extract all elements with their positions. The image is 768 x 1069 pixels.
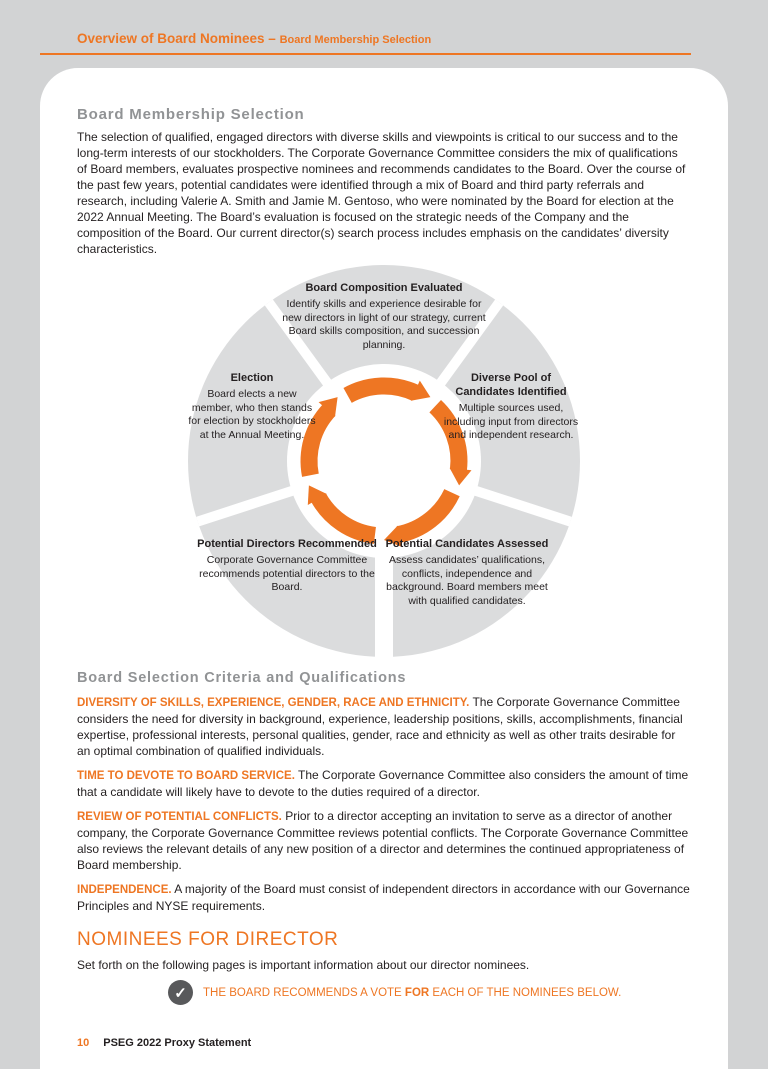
recommendation-text: THE BOARD RECOMMENDS A VOTE FOR EACH OF THE NOMINEES BELOW. bbox=[203, 986, 622, 999]
check-icon: ✓ bbox=[168, 980, 193, 1005]
page-header bbox=[40, 0, 691, 55]
segment-title: Diverse Pool of Candidates Identified bbox=[455, 372, 567, 398]
criteria-text: The Corporate Governance Committee considers the need for diversity in background, experience, leadership positions, skills, accomplishments, financial expertise, professional interests, personal qualities, gender, race and ethnicity as well as other traits desirable for an optimal combination of qualified individuals. bbox=[77, 695, 683, 758]
content-card bbox=[40, 68, 728, 1069]
page-footer bbox=[77, 1037, 691, 1049]
segment-body: Identify skills and experience desirable for new directors in light of our strategy, current Board skills composition, and succession planning. bbox=[282, 298, 486, 351]
criteria-lead: INDEPENDENCE. bbox=[77, 884, 172, 896]
segment-candidates-assessed bbox=[377, 537, 557, 608]
criteria-text: Prior to a director accepting an invitation to serve as a director of another company, the Corporate Governance Committee reviews potential conflicts. The Corporate Governance Committee also reviews the relevant details of any new position of a director and determines the continued appropriateness of Board membership. bbox=[77, 809, 689, 872]
board-recommendation bbox=[168, 980, 691, 1005]
page-number: 10 bbox=[77, 1037, 90, 1049]
criteria-text: A majority of the Board must consist of independent directors in accordance with our Governance Principles and NYSE requirements. bbox=[77, 882, 690, 913]
header-title-sub: Board Membership Selection bbox=[279, 34, 432, 46]
segment-body: Multiple sources used, including input from directors and independent research. bbox=[443, 402, 579, 441]
segment-body: Assess candidates’ qualifications, conflicts, independence and background. Board members meet with qualified candidates. bbox=[386, 554, 548, 607]
membership-intro: The selection of qualified, engaged directors with diverse skills and viewpoints is critical to our success and to the long-term interests of our stockholders. The Corporate Governance Committee considers the mix of qualifications of Board members, evaluates prospective nominees and recommends candidates to the Board. Over the course of the past few years, potential candidates were identified through a mix of Board and third party referrals and research, including Valerie A. Smith and Jamie M. Gentoso, who were nominated by the Board for election at the 2022 Annual Meeting. The Board’s evaluation is focused on the strategic needs of the Company and the composition of the Board. Our current director(s) search process includes emphasis on the candidates’ diversity characteristics. bbox=[77, 130, 686, 256]
footer-label: PSEG 2022 Proxy Statement bbox=[103, 1037, 252, 1049]
nominees-heading: NOMINEES FOR DIRECTOR bbox=[77, 929, 339, 950]
criteria-heading: Board Selection Criteria and Qualifications bbox=[77, 670, 407, 686]
criteria-item-conflicts bbox=[77, 808, 691, 873]
membership-heading: Board Membership Selection bbox=[77, 106, 305, 123]
segment-title: Election bbox=[230, 372, 274, 384]
segment-title: Board Composition Evaluated bbox=[305, 282, 463, 294]
nominees-intro: Set forth on the following pages is important information about our director nominees. bbox=[77, 958, 530, 972]
header-title-main: Overview of Board Nominees – bbox=[77, 31, 280, 46]
segment-board-composition bbox=[279, 281, 489, 352]
criteria-item-independence bbox=[77, 881, 691, 914]
segment-election bbox=[188, 371, 316, 442]
criteria-lead: REVIEW OF POTENTIAL CONFLICTS. bbox=[77, 811, 282, 823]
criteria-lead: DIVERSITY OF SKILLS, EXPERIENCE, GENDER, RACE AND ETHNICITY. bbox=[77, 697, 470, 709]
criteria-item-diversity bbox=[77, 694, 691, 759]
board-selection-cycle-diagram bbox=[188, 265, 580, 657]
segment-diverse-pool bbox=[442, 371, 580, 443]
segment-body: Corporate Governance Committee recommends potential directors to the Board. bbox=[199, 554, 375, 593]
criteria-text: The Corporate Governance Committee also considers the amount of time that a candidate will likely have to devote to the duties required of a director. bbox=[77, 768, 689, 799]
segment-title: Potential Candidates Assessed bbox=[385, 538, 549, 550]
segment-title: Potential Directors Recommended bbox=[197, 538, 377, 550]
criteria-item-time bbox=[77, 767, 691, 800]
criteria-lead: TIME TO DEVOTE TO BOARD SERVICE. bbox=[77, 770, 295, 782]
segment-body: Board elects a new member, who then stands for election by stockholders at the Annual Meeting. bbox=[188, 388, 316, 441]
segment-directors-recommended bbox=[197, 537, 377, 595]
